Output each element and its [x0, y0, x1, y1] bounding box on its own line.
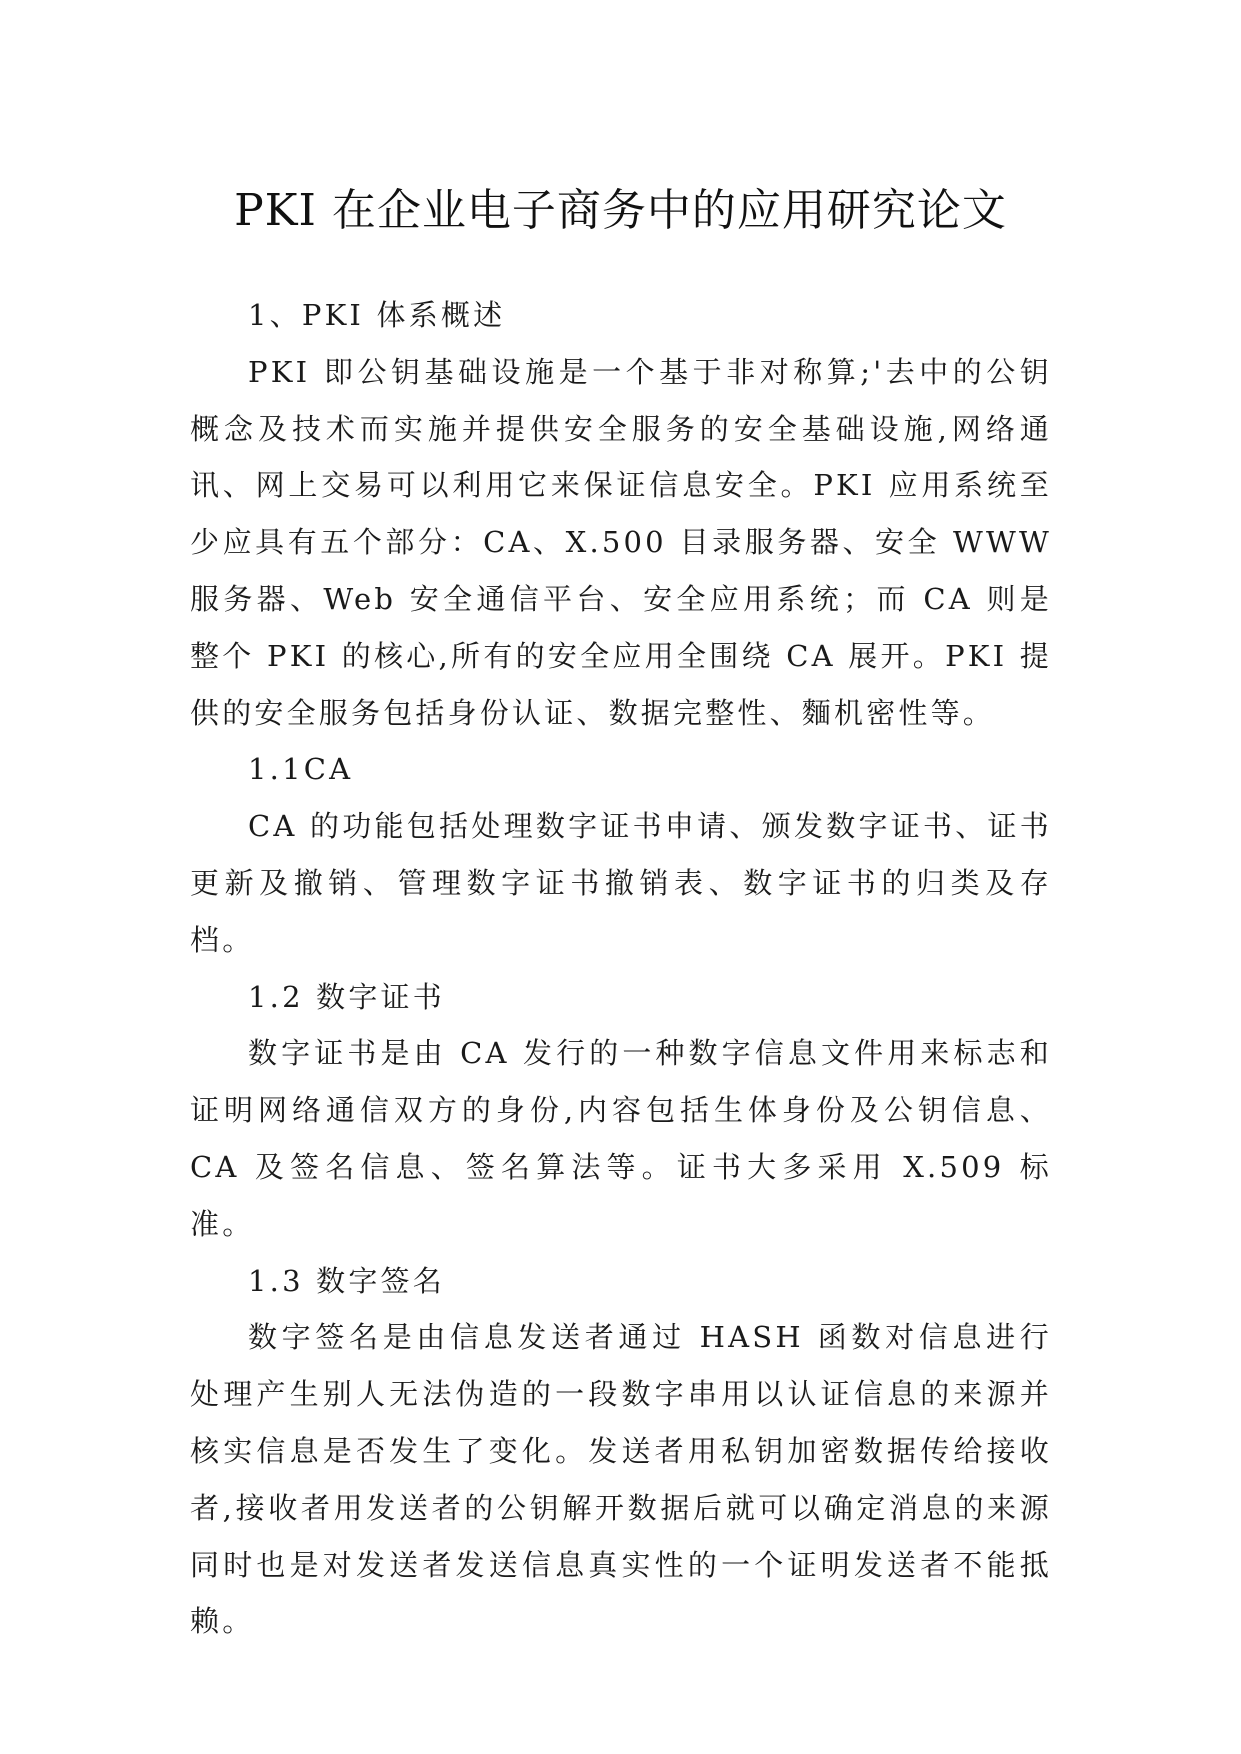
document-body [190, 287, 1052, 1650]
section-digital-certificate [190, 969, 1052, 1253]
section-paragraph: PKI 即公钥基础设施是一个基于非对称算;'去中的公钥概念及技术而实施并提供安全服务的安全基础设施,网络通讯、网上交易可以利用它来保证信息安全。PKI 应用系统至少应具有五个部分：CA、X.500 目录服务器、安全 WWW 服务器、Web 安全通信平台、安全应用系统；而 CA 则是整个 PKI 的核心,所有的安全应用全围绕 CA 展开。PKI 提供的安全服务包括身份认证、数据完整性、麵机密性等。 [190, 354, 1052, 730]
section-digital-signature [190, 1253, 1052, 1651]
section-paragraph: 数字证书是由 CA 发行的一种数字信息文件用来标志和证明网络通信双方的身份,内容包括生体身份及公钥信息、CA 及签名信息、签名算法等。证书大多采用 X.509 标准。 [190, 1036, 1052, 1241]
section-pki-overview [190, 287, 1052, 741]
section-paragraph: CA 的功能包括处理数字证书申请、颁发数字证书、证书更新及撤销、管理数字证书撤销表、数字证书的归类及存档。 [190, 809, 1052, 957]
section-heading: 1.3 数字签名 [248, 1263, 445, 1298]
section-heading: 1.2 数字证书 [248, 979, 445, 1014]
section-heading: 1.1CA [248, 752, 354, 787]
document-title: PKI 在企业电子商务中的应用研究论文 [234, 185, 1007, 237]
section-ca [190, 741, 1052, 968]
section-heading: 1、PKI 体系概述 [248, 298, 506, 332]
section-paragraph: 数字签名是由信息发送者通过 HASH 函数对信息进行处理产生别人无法伪造的一段数字串用以认证信息的来源并核实信息是否发生了变化。发送者用私钥加密数据传给接收者,接收者用发送者的公钥解开数据后就可以确定消息的来源同时也是对发送者发送信息真实性的一个证明发送者不能抵赖。 [190, 1320, 1052, 1639]
